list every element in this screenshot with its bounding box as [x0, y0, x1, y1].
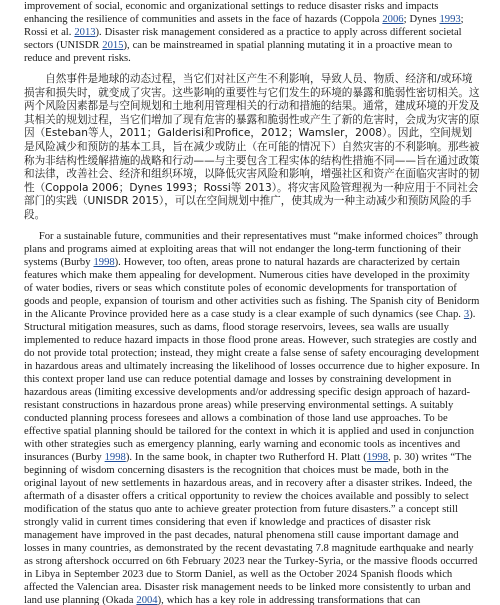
text: , p. 30) writes “The beginning of wisdom concerning disasters is the recognition that choices must be made, both in the original layout of new settlements in hazardous areas, and in recovery after a disaster strikes. Indeed, the aftermath of a disaster offers a critical opportunity to review the choices available and possibly to select modification of the status quo ante to achieve greater protection from future disasters.” a concept still strongly valid in current times considering that even if knowledge and practices of disaster risk management have improved in the past decades, natural phenomena still cause important damage and losses in many countries, as demonstrated by the recent devastating 7.8 magnitude earthquake and nearly as strong aftershock occurred on 6th February 2023 near the Turkey-Syria, or the massive floods occurred in Libya in September 2023 due to Storm Daniel, as well as the October 2024 Spanish floods which affected the Valencian area. Disaster risk management needs to be linked more consistently to urban and land use planning (Okada — [24, 451, 478, 605]
text: For a sustainable future, communities and their representatives must “make informed choices” through plans and programs aimed at exploiting areas that will not endanger the long-term functioning of their systems (Burby — [24, 230, 479, 268]
translation-paragraph: 自然事件是地球的动态过程，当它们对社区产生不利影响，导致人员、物质、经济和/或环境损害和损失时，就变成了灾害。这些影响的重要性与它们发生的环境的暴露和脆弱性密切相关。这两个风险因素都是与空间规划和土地利用管理相关的行动和措施的结果。通常，建成环境的开发及其相关的规划过程，当它们增加了现有危害的暴露和脆弱性或产生了新的危害时，会成为灾害的原因（Esteban等人，2011；Galderisi和Profice，2012；Wamsler，2008）。因此，空间规划是风险减少和预防的基本工具，旨在减少或防止（在可能的情况下）自然灾害的不利影响。那些被称为非结构性缓解措施的战略和行动——与主要包含工程实体的结构性措施不同——旨在通过政策和法律，改善社会、经济和组织环境，以降低灾害风险和影响，增强社区和资产在面临灾害时的韧性（Coppola 2006；Dynes 1993；Rossi等 2013）。将灾害风险管理视为一种应用于不同社会部门的实践（UNISDR 2015），可以在空间规划中推广，使其成为一种主动减少和预防风险的手段。 — [24, 73, 480, 221]
text: ). Disaster risk management considered as a practice to apply across different societal sectors (UNISDR — [24, 27, 462, 51]
text: ). However, too often, areas prone to natural hazards are characterized by certain features which make them appealing for development. Numerous cities have developed in the proximity of water bodies, rivers or seas which constitute poles of economic developments for transportation of goods and people, expansion of tourism and other activities such as fishing. The Spanish city of Benidorm in the Alicante Province provided here as a case study is a clear example of such dynamics (see Chap. — [24, 256, 480, 320]
text: ; Dynes — [403, 14, 440, 25]
text: ). In the same book, in chapter two Rutherford H. Platt ( — [125, 451, 367, 463]
paragraph-intro — [24, 0, 480, 65]
citation-link[interactable]: 1998 — [366, 451, 389, 463]
citation-link[interactable]: 2015 — [102, 40, 124, 51]
citation-link[interactable]: 1993 — [439, 14, 461, 25]
citation-link[interactable]: 2006 — [382, 14, 404, 25]
text: ), can be mainstreamed in spatial planning mutating it in a proactive mean to reduce and prevent risks. — [24, 40, 453, 64]
paragraph-main — [24, 230, 480, 605]
citation-link[interactable]: 2004 — [136, 594, 158, 605]
text: improvement of social, economic and organizational settings to reduce disaster risks and impacts enhancing the resilience of communities and assets in the face of hazards (Coppola — [24, 1, 439, 25]
chapter-link[interactable]: 3 — [463, 308, 470, 320]
citation-link[interactable]: 2013 — [74, 27, 96, 38]
citation-link[interactable]: 1998 — [104, 451, 126, 463]
text: ), which has a key role in addressing transformations that can — [157, 594, 421, 605]
text: ). Structural mitigation measures, such as dams, flood storage reservoirs, levees, sea walls are usually implemented to reduce hazard impacts in those flood prone areas. However, such strategies are costly and do not provide total protection; instead, they might create a false sense of safety encouraging development in hazardous areas and ultimately increasing the likelihood of losses occurrence due to higher exposure. In this context proper land use can reduce potential damage and losses by constraining development in hazardous areas (limiting excessive developments and/or addressing specific design approach of hazard-resistant constructions in hazardous prone areas) while preserving environmental settings. A suitably conducted planning process foresees and allows a combination of those land use approaches. To be effective spatial planning should be tailored for the context in which it is applied and used in conjunction with other strategies such as emergency planning, early warning and economic tools as incentives and insurances (Burby — [24, 308, 480, 463]
citation-link[interactable]: 1998 — [93, 256, 115, 268]
text: ; Rossi et al. — [24, 14, 464, 38]
